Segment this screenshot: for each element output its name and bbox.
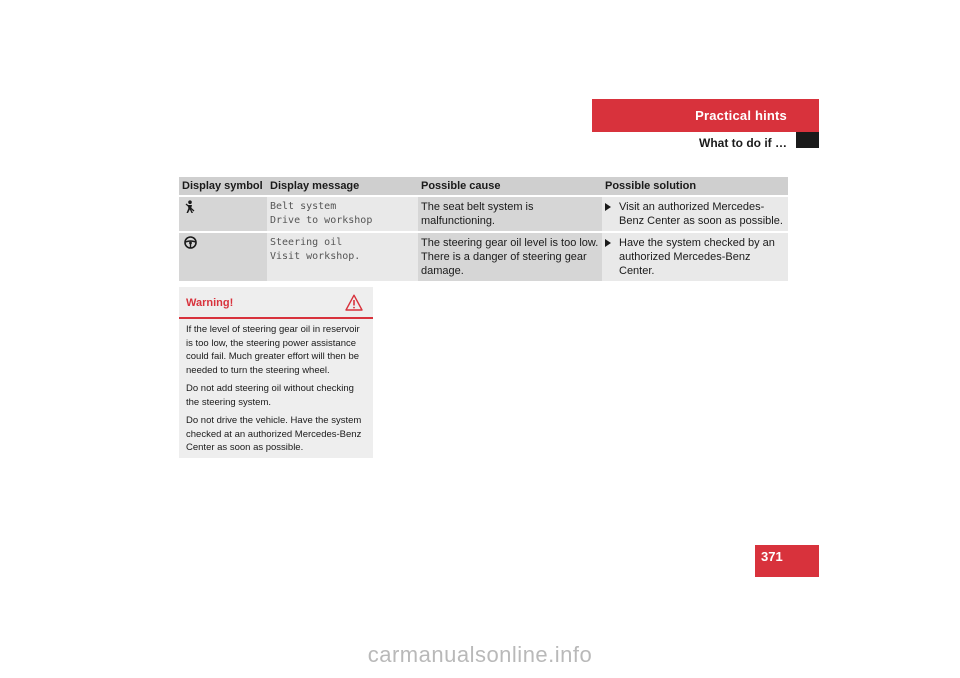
solution-cell <box>602 197 788 231</box>
seat-belt-icon <box>182 200 196 214</box>
column-header: Display symbol <box>182 180 263 192</box>
column-header: Display message <box>270 180 360 192</box>
cause-cell: The steering gear oil level is too low. There is a danger of steering gear damage. <box>418 233 602 281</box>
subsection-title: What to do if … <box>699 136 787 150</box>
header-marker <box>796 132 819 148</box>
cause-cell: The seat belt system is malfunctioning. <box>418 197 602 231</box>
message-line: Drive to workshop <box>270 215 373 226</box>
column-header: Possible solution <box>605 180 697 192</box>
message-cell <box>267 197 418 231</box>
warning-paragraph: Do not add steering oil without checking the steering system. <box>186 383 354 408</box>
warning-title: Warning! <box>186 297 234 309</box>
warning-body <box>179 319 373 455</box>
warning-header <box>179 287 373 319</box>
warning-paragraph: If the level of steering gear oil in reservoir is too low, the steering power assistance could fail. Much greater effort will then be needed to turn the steering wheel. <box>186 324 360 376</box>
warning-triangle-icon <box>345 294 363 311</box>
page-number: 371 <box>761 549 783 564</box>
solution-text: Have the system checked by an authorized Mercedes-Benz Center. <box>619 237 775 277</box>
steering-wheel-icon <box>182 236 197 249</box>
column-header: Possible cause <box>421 180 501 192</box>
watermark: carmanualsonline.info <box>367 642 593 667</box>
table-header <box>179 177 788 195</box>
message-cell <box>267 233 418 281</box>
symbol-cell <box>179 197 267 231</box>
symbol-cell <box>179 233 267 281</box>
solution-cell <box>602 233 788 281</box>
warning-box <box>179 287 373 458</box>
table-row <box>179 197 788 231</box>
warning-paragraph: Do not drive the vehicle. Have the system checked at an authorized Mercedes-Benz Center as soon as possible. <box>186 415 362 453</box>
bullet-arrow-icon <box>605 239 611 247</box>
page-number-box <box>755 545 819 577</box>
message-line: Visit workshop. <box>270 251 361 262</box>
message-line: Steering oil <box>270 237 343 248</box>
section-header-bar <box>592 99 819 132</box>
message-line: Belt system <box>270 201 337 212</box>
display-messages-table <box>179 177 788 281</box>
table-row <box>179 233 788 281</box>
bullet-arrow-icon <box>605 203 611 211</box>
section-title: Practical hints <box>695 108 787 123</box>
solution-text: Visit an authorized Mercedes-Benz Center as soon as possible. <box>619 201 783 227</box>
